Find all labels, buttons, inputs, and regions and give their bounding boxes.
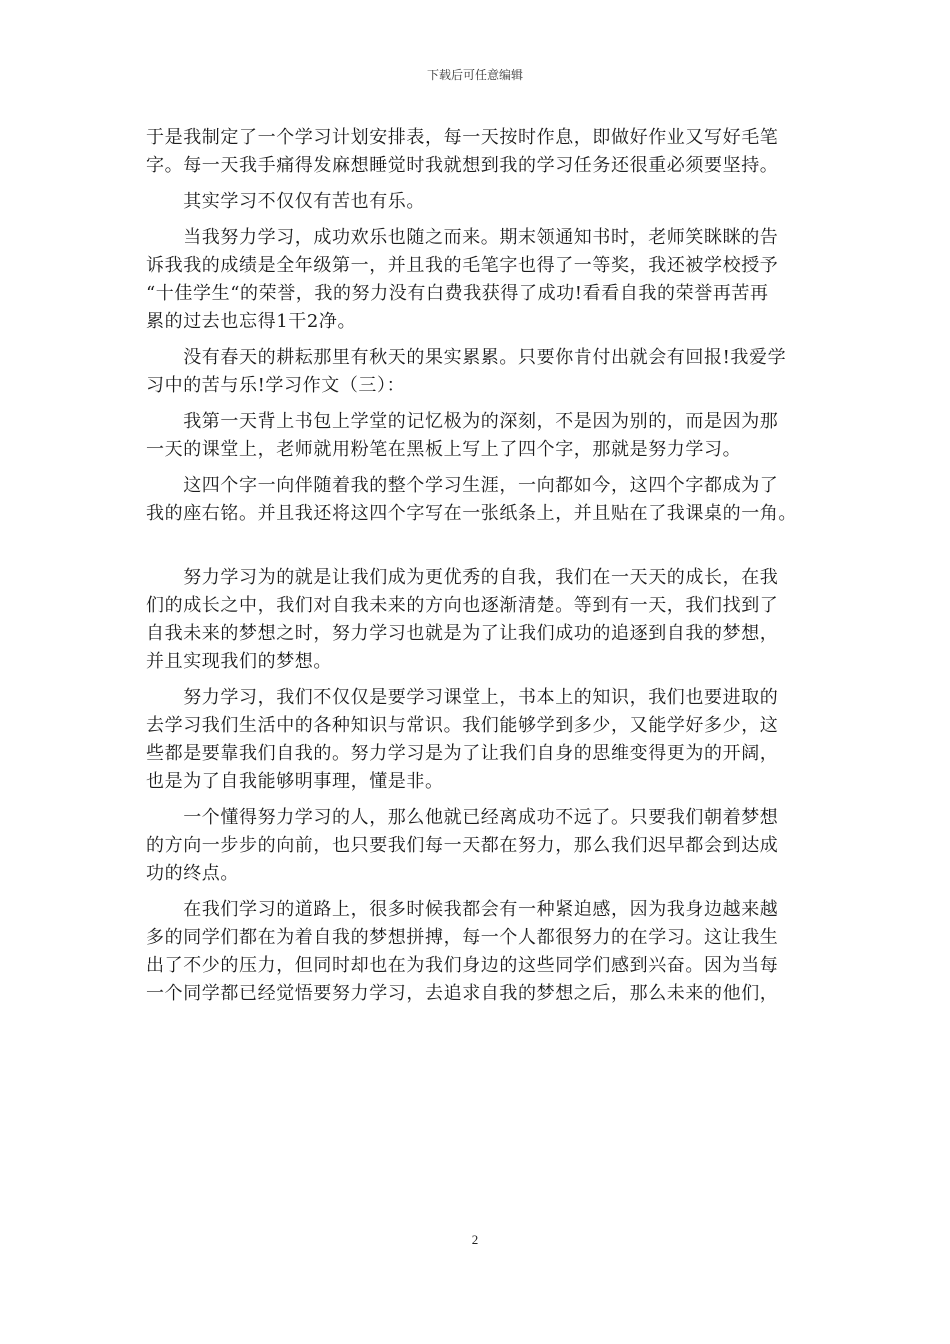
text-line: 并且实现我们的梦想。 <box>146 651 332 672</box>
text-line: 努力学习为的就是让我们成为更优秀的自我，我们在一天天的成长，在我 <box>146 567 779 588</box>
text-line: 一个同学都已经觉悟要努力学习，去追求自我的梦想之后，那么未来的他们， <box>146 983 779 1004</box>
text-line: 的方向一步步的向前，也只要我们每一天都在努力，那么我们迟早都会到达成 <box>146 835 779 856</box>
text-line: 出了不少的压力，但同时却也在为我们身边的这些同学们感到兴奋。因为当每 <box>146 955 779 976</box>
text-line: 累的过去也忘得1干2净。 <box>146 311 357 332</box>
text-line: 在我们学习的道路上，很多时候我都会有一种紧迫感，因为我身边越来越 <box>146 899 779 920</box>
text-line: 自我未来的梦想之时，努力学习也就是为了让我们成功的追逐到自我的梦想， <box>146 623 779 644</box>
text-line: 些都是要靠我们自我的。努力学习是为了让我们自身的思维变得更为的开阔， <box>146 743 779 764</box>
page-number: 2 <box>471 1232 479 1247</box>
text-line: 当我努力学习，成功欢乐也随之而来。期末领通知书时，老师笑眯眯的告 <box>146 227 779 248</box>
text-line: 字。每一天我手痛得发麻想睡觉时我就想到我的学习任务还很重必须要坚持。 <box>146 155 779 176</box>
text-line: 于是我制定了一个学习计划安排表，每一天按时作息，即做好作业又写好毛笔 <box>146 127 779 148</box>
text-line: 其实学习不仅仅有苦也有乐。 <box>146 191 425 212</box>
text-line: 也是为了自我能够明事理，懂是非。 <box>146 771 444 792</box>
text-line: 习中的苦与乐!学习作文（三）： <box>146 375 406 396</box>
page-header: 下载后可任意编辑 <box>426 68 523 82</box>
text-line: 没有春天的耕耘那里有秋天的果实累累。只要你肯付出就会有回报!我爱学 <box>146 347 787 368</box>
text-line: 努力学习，我们不仅仅是要学习课堂上，书本上的知识，我们也要进取的 <box>146 687 779 708</box>
body-text <box>146 124 826 1008</box>
text-line: 功的终点。 <box>146 863 239 884</box>
text-line: 诉我我的成绩是全年级第一，并且我的毛笔字也得了一等奖，我还被学校授予 <box>146 255 779 276</box>
text-line: 我的座右铭。并且我还将这四个字写在一张纸条上，并且贴在了我课桌的一角。 <box>146 503 797 524</box>
text-line: 多的同学们都在为着自我的梦想拼搏，每一个人都很努力的在学习。这让我生 <box>146 927 779 948</box>
text-line: 们的成长之中，我们对自我未来的方向也逐渐清楚。等到有一天，我们找到了 <box>146 595 779 616</box>
text-line: “十佳学生“的荣誉，我的努力没有白费我获得了成功!看看自我的荣誉再苦再 <box>146 283 769 304</box>
text-line: 一个懂得努力学习的人，那么他就已经离成功不远了。只要我们朝着梦想 <box>146 807 779 828</box>
text-line: 去学习我们生活中的各种知识与常识。我们能够学到多少，又能学好多少，这 <box>146 715 779 736</box>
text-line: 这四个字一向伴随着我的整个学习生涯，一向都如今，这四个字都成为了 <box>146 475 779 496</box>
text-line: 一天的课堂上，老师就用粉笔在黑板上写上了四个字，那就是努力学习。 <box>146 439 742 460</box>
text-line: 我第一天背上书包上学堂的记忆极为的深刻，不是因为别的，而是因为那 <box>146 411 779 432</box>
